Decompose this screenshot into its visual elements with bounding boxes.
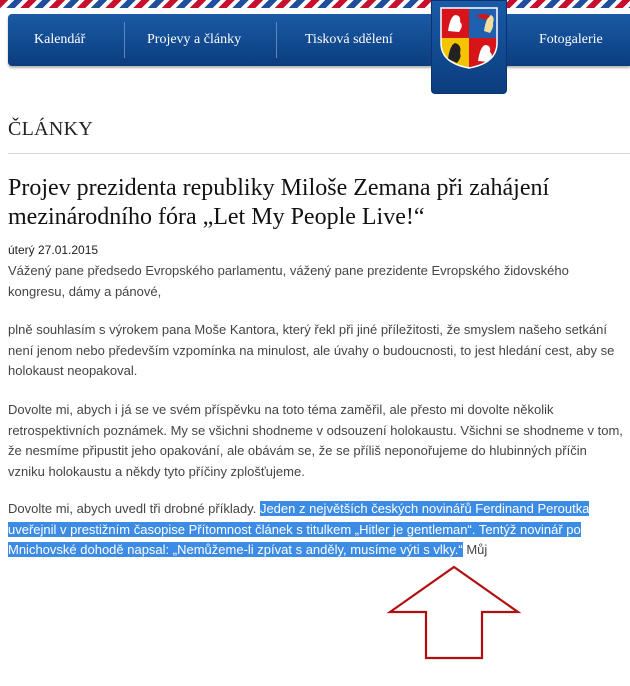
article-paragraph: plně souhlasím s výrokem pana Moše Kantora, který řekl při jiné příležitosti, že smyslem našeho setkání není jenom nebo především vzpomínka na minulost, ale úvahy o budoucnosti, to jest hledání cest, aby se holokaust neopakoval. (8, 322, 615, 378)
nav-item-projevy[interactable]: Projevy a články (147, 32, 242, 47)
top-stripe (0, 0, 630, 8)
article-paragraph-selected (8, 499, 626, 561)
article-date: úterý 27.01.2015 (8, 243, 99, 257)
nav-item-kalendar[interactable]: Kalendář (34, 32, 86, 47)
nav-item-tiskova-sdeleni[interactable]: Tisková sdělení (305, 32, 393, 47)
paragraph-text: Dovolte mi, abych uvedl tři drobné příklady. (8, 501, 257, 516)
nav-item-fotogalerie[interactable]: Fotogalerie (539, 32, 603, 47)
article-title: Projev prezidenta republiky Miloše Zemana při zahájení mezinárodního fóra „Let My People Live!“ (8, 175, 550, 230)
main-navigation (8, 14, 630, 66)
article-paragraph: Dovolte mi, abych i já se ve svém příspěvku na toto téma zaměřil, ale přesto mi dovolte několik retrospektivních poznámek. My se všichni shodneme v odsouzení holokaustu. Všichni se shodneme v tom, že nesmíme připustit jeho opakování, ale obávám se, že se příliš neponořujeme do hlubinných příčin vzniku holokaustu a někdy tyto příčiny zplošťujeme. (8, 402, 623, 479)
article-paragraph: Vážený pane předsedo Evropského parlamentu, vážený pane prezidente Evropského židovského kongresu, dámy a pánové, (8, 263, 569, 299)
state-emblem-icon (440, 7, 498, 69)
nav-separator (124, 22, 125, 58)
section-heading: ČLÁNKY (8, 118, 94, 140)
paragraph-text: Můj (466, 542, 488, 557)
emblem-container[interactable] (431, 0, 507, 94)
selected-text[interactable]: Jeden z největších českých novinářů Ferdinand Peroutka uveřejnil v prestižním časopise Přítomnost článek s titulkem „Hitler je gentleman“. Tentýž novinář po Mnichovské dohodě napsal: „Nemůžeme-li zpívat s anděly, musíme výti s vlky.“ (8, 501, 590, 557)
divider (8, 153, 630, 154)
up-arrow-annotation (386, 565, 522, 661)
nav-separator (276, 22, 277, 58)
